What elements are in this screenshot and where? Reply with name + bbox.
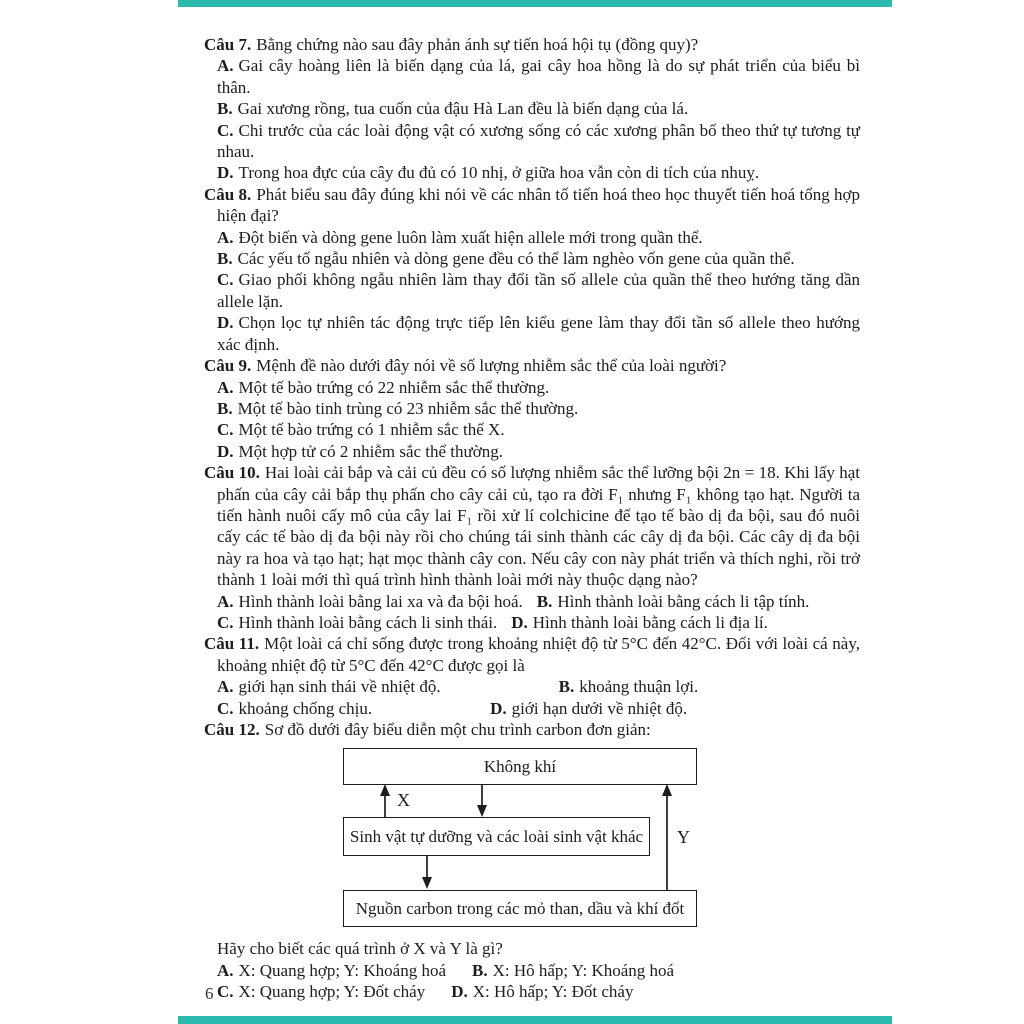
question-number: Câu 8. [204,184,252,204]
option-b [537,591,860,612]
question-12 [204,719,860,1003]
option-text: Các yếu tố ngẫu nhiên và dòng gene đều có thể làm nghèo vốn gene của quần thể. [237,249,795,269]
option-label: C. [217,120,234,140]
option-label: A. [217,56,234,76]
option-d [217,441,860,462]
question-body: Phát biểu sau đây đúng khi nói về các nhân tố tiến hoá theo học thuyết tiến hoá tổng hợp hiện đại? [217,184,861,226]
diagram-box-carbon-source: Nguồn carbon trong các mỏ than, dầu và khí đốt [343,890,697,927]
option-label: D. [490,698,507,718]
question-body: Mệnh đề nào dưới đây nói về số lượng nhiễm sắc thể của loài người? [256,356,727,376]
option-text: Một tế bào trứng có 22 nhiễm sắc thể thường. [238,377,550,397]
option-b [217,98,860,119]
option-a [217,676,441,697]
option-row [217,612,860,633]
option-b [559,676,860,697]
option-label: B. [217,249,233,269]
option-label: D. [217,163,234,183]
option-a [217,227,860,248]
option-label: A. [217,377,234,397]
option-text: X: Quang hợp; Y: Đốt cháy [238,982,426,1002]
option-a [217,55,860,98]
diagram-label-x: X [397,790,410,811]
option-label: D. [217,441,234,461]
option-label: A. [217,591,234,611]
option-text: X: Hô hấp; Y: Đốt cháy [472,982,634,1002]
option-text: Hình thành loài bằng cách li địa lí. [532,612,768,632]
option-c [217,269,860,312]
option-d [451,981,860,1002]
option-text: Hình thành loài bằng cách li tập tính. [557,591,810,611]
option-a [217,377,860,398]
option-d [217,312,860,355]
question-10 [204,462,860,633]
option-label: B. [558,677,575,697]
option-c [217,981,425,1002]
question-body: Bằng chứng nào sau đây phản ánh sự tiến hoá hội tụ (đồng quy)? [256,35,699,54]
option-text: khoảng chống chịu. [238,698,373,718]
option-text: Trong hoa đực của cây đu đủ có 10 nhị, ở giữa hoa vẫn còn di tích của nhuỵ. [238,163,760,183]
option-text: Chọn lọc tự nhiên tác động trực tiếp lên kiểu gene làm thay đổi tần số allele theo hướng xác định. [217,313,860,354]
question-text [204,462,860,590]
question-number: Câu 9. [204,356,252,376]
option-b [217,248,860,269]
question-text [204,184,860,227]
option-label: C. [217,612,234,632]
question-text [204,719,860,740]
option-label: D. [451,982,468,1002]
option-d [490,698,860,719]
option-text: Chi trước của các loài động vật có xương sống có các xương phân bố theo thứ tự tương tự nhau. [217,120,860,162]
option-a [217,960,446,981]
question-text [204,355,860,376]
question-body: Hai loài cải bắp và cải củ đều có số lượng nhiễm sắc thể lưỡng bội 2n = 18. Khi lấy hạt phấn của cây cải bắp thụ phấn cho cây cải củ, tạo ra đời F₁ nhưng F₁ không tạo hạt. Người ta tiến hành nuôi cấy mô của cây lai F₁ rồi xử lí colchicine để tạo tế bào dị đa bội, sau đó nuôi cấy các tế bào dị đa bội này rồi cho chúng tái sinh thành các cây dị đa bội. Các cây dị đa bội này ra hoa và tạo hạt; hạt mọc thành cây con. Nếu cây con này phát triển và thích nghi, rồi trở thành 1 loài mới thì quá trình hình thành loài mới này thuộc dạng nào? [217,463,860,590]
page-edge-top [178,0,892,7]
option-row [217,960,860,981]
option-label: C. [217,982,234,1002]
option-b [472,960,860,981]
option-text: Một tế bào trứng có 1 nhiễm sắc thể X. [238,420,505,440]
option-c [217,419,860,440]
question-9 [204,355,860,462]
page-edge-bottom [178,1016,892,1024]
option-c [217,698,372,719]
option-text: Hình thành loài bằng lai xa và đa bội hoá. [238,591,523,611]
option-label: A. [217,677,234,697]
question-body: Một loài cá chỉ sống được trong khoảng nhiệt độ từ 5°C đến 42°C. Đối với loài cá này, khoảng nhiệt độ từ 5°C đến 42°C được gọi là [217,634,860,675]
question-8 [204,184,860,355]
option-row [217,676,860,697]
option-b [217,398,860,419]
option-label: C. [217,698,234,718]
option-text: X: Quang hợp; Y: Khoáng hoá [238,960,446,980]
page-number: 6 [205,984,214,1003]
option-label: A. [217,960,234,980]
diagram-label-y: Y [677,827,690,848]
option-row [217,981,860,1002]
option-label: B. [217,99,233,119]
diagram-box-air: Không khí [343,748,697,785]
option-label: C. [217,270,234,290]
option-row [217,698,860,719]
question-number: Câu 11. [204,634,260,654]
option-text: Đột biến và dòng gene luôn làm xuất hiện allele mới trong quần thể. [238,227,703,247]
option-d [511,612,860,633]
option-label: A. [217,227,234,247]
question-11 [204,633,860,719]
option-label: B. [536,591,553,611]
option-text: X: Hô hấp; Y: Khoáng hoá [492,960,675,980]
option-c [217,120,860,163]
option-text: Hình thành loài bằng cách li sinh thái. [238,612,498,632]
option-text: giới hạn sinh thái về nhiệt độ. [238,677,441,697]
option-text: giới hạn dưới về nhiệt độ. [511,698,688,718]
question-number: Câu 12. [204,720,260,739]
question-text [204,633,860,676]
option-text: Gai cây hoàng liên là biến dạng của lá, gai cây hoa hồng là do sự phát triển của biểu bì thân. [217,56,860,97]
question-number: Câu 10. [204,463,260,483]
question-7 [204,34,860,184]
option-label: C. [217,420,234,440]
option-label: D. [511,612,528,632]
option-label: B. [217,398,233,418]
question-text [204,34,860,55]
carbon-cycle-diagram [204,748,860,930]
question-number: Câu 7. [204,35,252,54]
option-text: khoảng thuận lợi. [579,677,699,697]
option-text: Một tế bào tinh trùng có 23 nhiễm sắc thể thường. [237,398,579,418]
option-text: Gai xương rồng, tua cuốn của đậu Hà Lan đều là biến dạng của lá. [237,99,689,119]
option-label: D. [217,313,234,333]
option-a [217,591,523,612]
question-post-text: Hãy cho biết các quá trình ở X và Y là gì? [217,939,503,959]
option-row [217,591,860,612]
exam-page-content [204,34,860,1003]
option-text: Giao phối không ngẫu nhiên làm thay đổi tần số allele của quần thể theo hướng tăng dần allele lặn. [217,270,860,311]
option-c [217,612,497,633]
question-body: Sơ đồ dưới đây biểu diễn một chu trình carbon đơn giản: [264,720,651,739]
option-d [217,162,860,183]
option-text: Một hợp tử có 2 nhiễm sắc thể thường. [238,441,503,461]
option-label: B. [472,960,488,980]
diagram-box-organisms: Sinh vật tự dưỡng và các loài sinh vật khác [343,817,650,856]
